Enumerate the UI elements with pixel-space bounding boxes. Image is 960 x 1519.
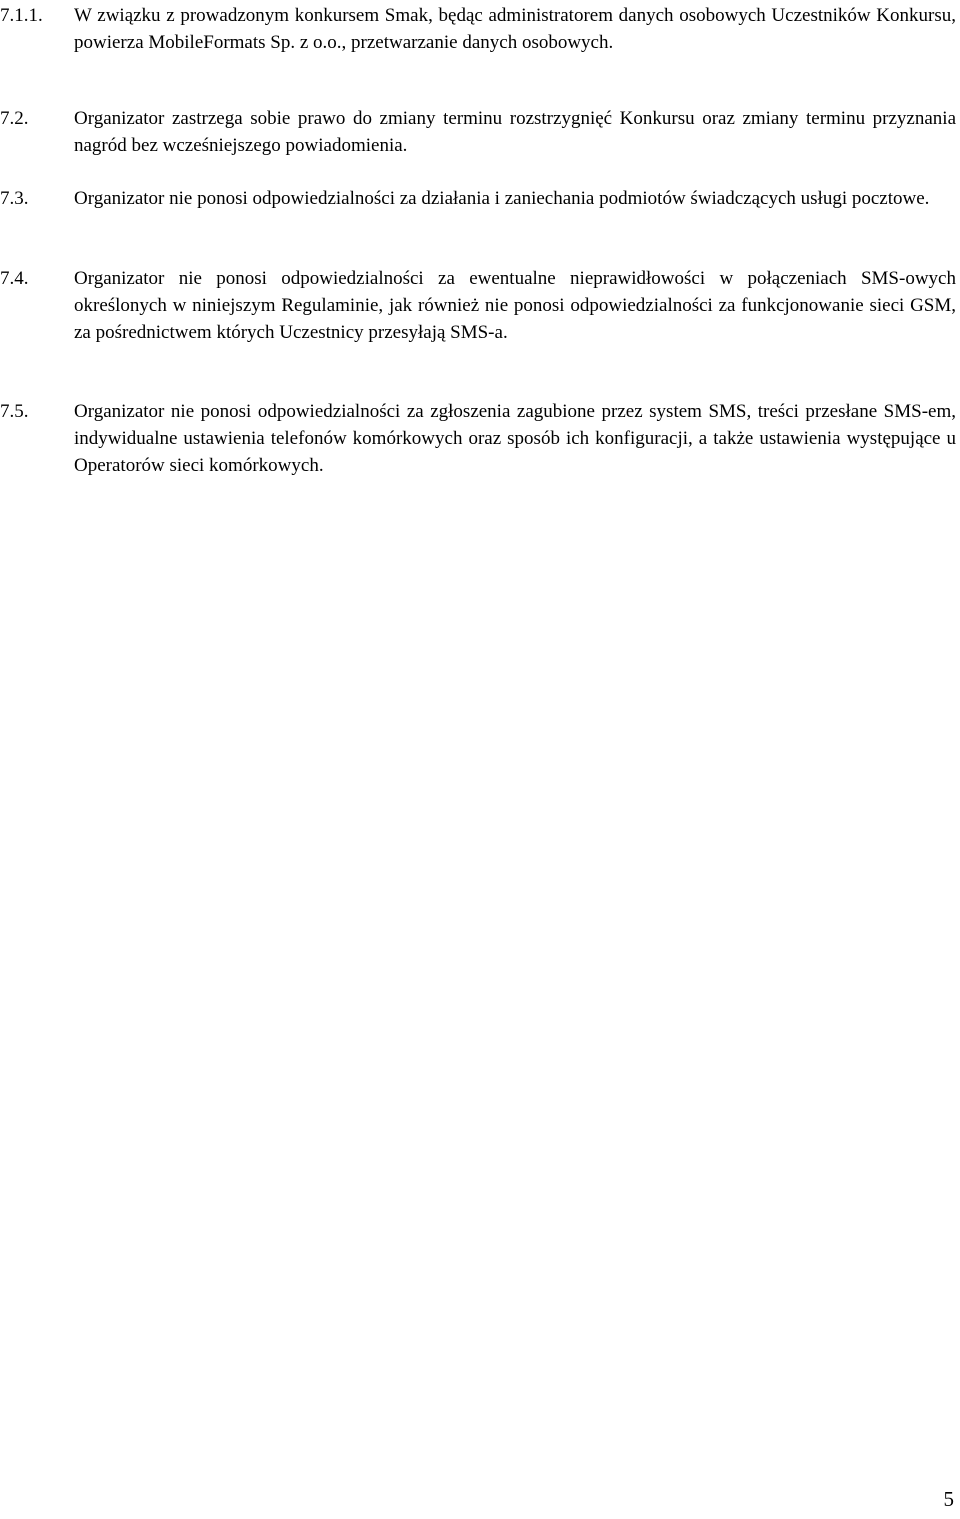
clause-text: Organizator nie ponosi odpowiedzialności za zgłoszenia zagubione przez system SMS, treści przesłane SMS-em, indywidualne ustawienia telefonów komórkowych oraz sposób ich konfiguracji, a także ustawienia występujące u Operatorów sieci komórkowych. [74, 401, 956, 476]
clause-number: 7.2. [0, 108, 29, 129]
clause-number: 7.1.1. [0, 5, 43, 26]
clause-text: W związku z prowadzonym konkursem Smak, będąc administratorem danych osobowych Uczestników Konkursu, powierza MobileFormats Sp. z o.o., przetwarzanie danych osobowych. [74, 5, 956, 53]
clause-number: 7.4. [0, 268, 29, 289]
page-number: 5 [943, 1487, 954, 1511]
clause-number: 7.3. [0, 188, 29, 209]
clause-text: Organizator zastrzega sobie prawo do zmiany terminu rozstrzygnięć Konkursu oraz zmiany terminu przyznania nagród bez wcześniejszego powiadomienia. [74, 108, 956, 156]
clause-text: Organizator nie ponosi odpowiedzialności za działania i zaniechania podmiotów świadczących usługi pocztowe. [74, 188, 930, 209]
clause-number: 7.5. [0, 401, 29, 422]
clause-text: Organizator nie ponosi odpowiedzialności za ewentualne nieprawidłowości w połączeniach SMS-owych określonych w niniejszym Regulaminie, jak również nie ponosi odpowiedzialności za funkcjonowanie sieci GSM, za pośrednictwem których Uczestnicy przesyłają SMS-a. [74, 268, 956, 343]
